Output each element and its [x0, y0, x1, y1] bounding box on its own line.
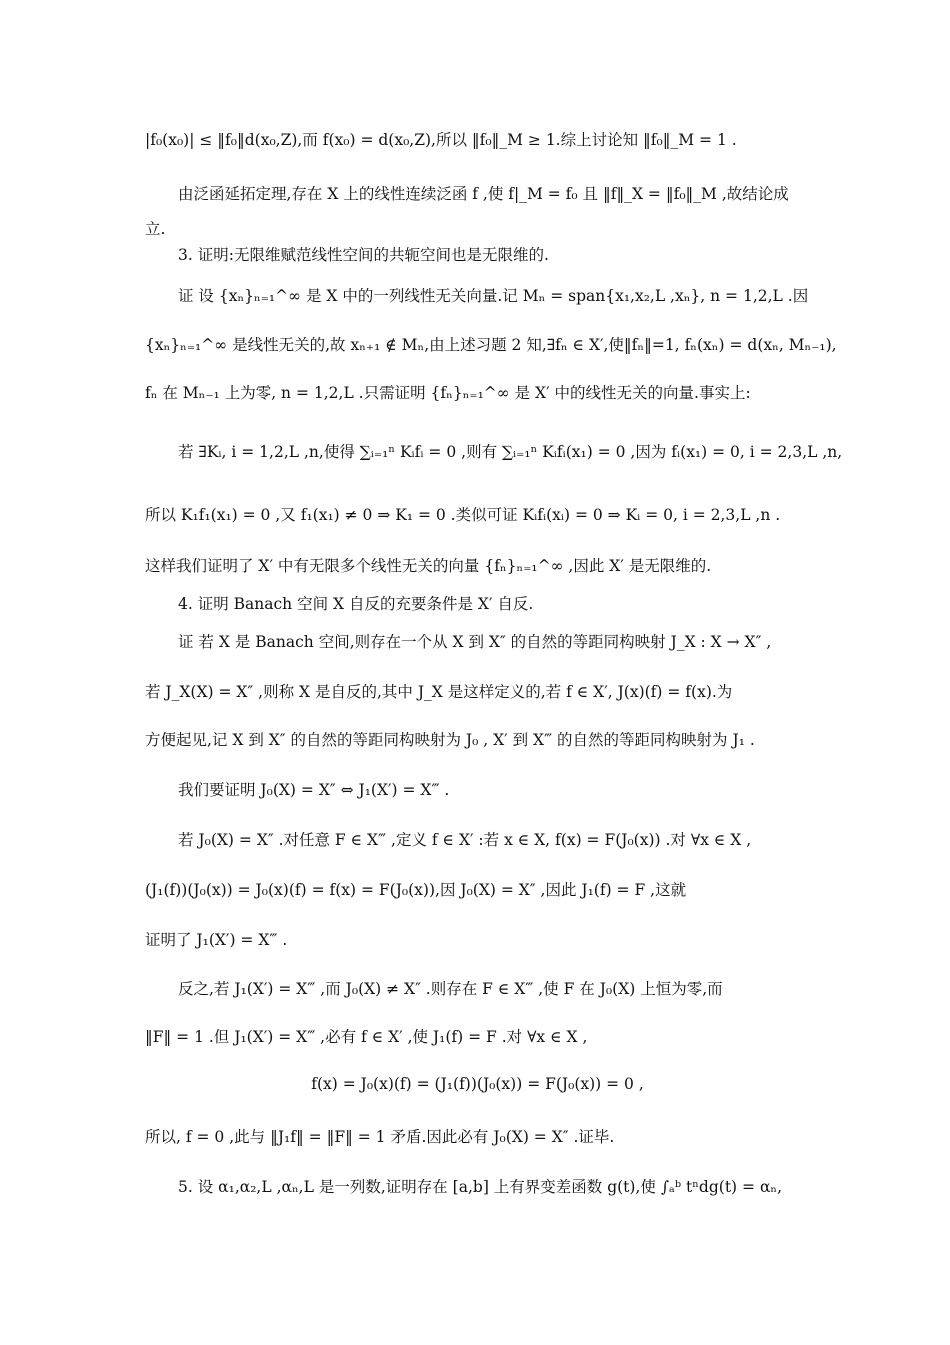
text-line-20: ‖F‖ = 1 .但 J₁(X′) = X‴ ,必有 f ∈ X′ ,使 J₁(f) = F .对 ∀x ∈ X ,	[145, 1028, 588, 1046]
text-line-17: (J₁(f))(J₀(x)) = J₀(x)(f) = f(x) = F(J₀(x)),因 J₀(X) = X″ ,因此 J₁(f) = F ,这就	[145, 881, 687, 899]
text-line-16: 若 J₀(X) = X″ .对任意 F ∈ X‴ ,定义 f ∈ X′ :若 x ∈ X, f(x) = F(J₀(x)) .对 ∀x ∈ X ,	[178, 831, 752, 849]
text-line-8: 若 ∃Kᵢ, i = 1,2,L ,n,使得 ∑ᵢ₌₁ⁿ Kᵢfᵢ = 0 ,则有 ∑ᵢ₌₁ⁿ Kᵢfᵢ(x₁) = 0 ,因为 fᵢ(x₁) = 0, i = 2,3,L ,n,	[178, 443, 843, 461]
text-line-3: 立.	[145, 220, 166, 238]
section-heading-5: 5. 设 α₁,α₂,L ,αₙ,L 是一列数,证明存在 [a,b] 上有界变差函数 g(t),使 ∫ₐᵇ tⁿdg(t) = αₙ,	[178, 1178, 783, 1196]
text-line-18: 证明了 J₁(X′) = X‴ .	[145, 931, 288, 949]
text-line-12: 证 若 X 是 Banach 空间,则存在一个从 X 到 X″ 的自然的等距同构映射 J_X : X → X″ ,	[178, 633, 772, 651]
text-line-22: 所以, f = 0 ,此与 ‖J₁f‖ = ‖F‖ = 1 矛盾.因此必有 J₀(X) = X″ .证毕.	[145, 1128, 615, 1146]
text-line-13: 若 J_X(X) = X″ ,则称 X 是自反的,其中 J_X 是这样定义的,若 f ∈ X′, J(x)(f) = f(x).为	[145, 683, 733, 701]
text-line-7: fₙ 在 Mₙ₋₁ 上为零, n = 1,2,L .只需证明 {fₙ}ₙ₌₁^∞ 是 X′ 中的线性无关的向量.事实上:	[145, 384, 751, 402]
text-line-10: 这样我们证明了 X′ 中有无限多个线性无关的向量 {fₙ}ₙ₌₁^∞ ,因此 X′ 是无限维的.	[145, 557, 712, 575]
text-line-14: 方便起见,记 X 到 X″ 的自然的等距同构映射为 J₀ , X′ 到 X‴ 的自然的等距同构映射为 J₁ .	[145, 731, 755, 749]
text-line-9: 所以 K₁f₁(x₁) = 0 ,又 f₁(x₁) ≠ 0 ⇒ K₁ = 0 .类似可证 Kᵢfᵢ(xᵢ) = 0 ⇒ Kᵢ = 0, i = 2,3,L ,n .	[145, 506, 781, 524]
section-heading-3: 3. 证明:无限维赋范线性空间的共轭空间也是无限维的.	[178, 246, 549, 264]
display-equation: f(x) = J₀(x)(f) = (J₁(f))(J₀(x)) = F(J₀(x)) = 0 ,	[311, 1075, 644, 1093]
text-line-1: |f₀(x₀)| ≤ ‖f₀‖d(x₀,Z),而 f(x₀) = d(x₀,Z),所以 ‖f₀‖_M ≥ 1.综上讨论知 ‖f₀‖_M = 1 .	[145, 131, 737, 149]
text-line-5: 证 设 {xₙ}ₙ₌₁^∞ 是 X 中的一列线性无关向量.记 Mₙ = span{x₁,x₂,L ,xₙ}, n = 1,2,L .因	[178, 287, 809, 305]
text-line-6: {xₙ}ₙ₌₁^∞ 是线性无关的,故 xₙ₊₁ ∉ Mₙ,由上述习题 2 知,∃fₙ ∈ X′,使‖fₙ‖=1, fₙ(xₙ) = d(xₙ, Mₙ₋₁),	[145, 336, 837, 354]
section-heading-4: 4. 证明 Banach 空间 X 自反的充要条件是 X′ 自反.	[178, 595, 534, 613]
text-line-19: 反之,若 J₁(X′) = X‴ ,而 J₀(X) ≠ X″ .则存在 F ∈ X‴ ,使 F 在 J₀(X) 上恒为零,而	[178, 980, 723, 998]
text-line-15: 我们要证明 J₀(X) = X″ ⇔ J₁(X′) = X‴ .	[178, 781, 450, 799]
text-line-2: 由泛函延拓定理,存在 X 上的线性连续泛函 f ,使 f|_M = f₀ 且 ‖f‖_X = ‖f₀‖_M ,故结论成	[178, 185, 789, 203]
